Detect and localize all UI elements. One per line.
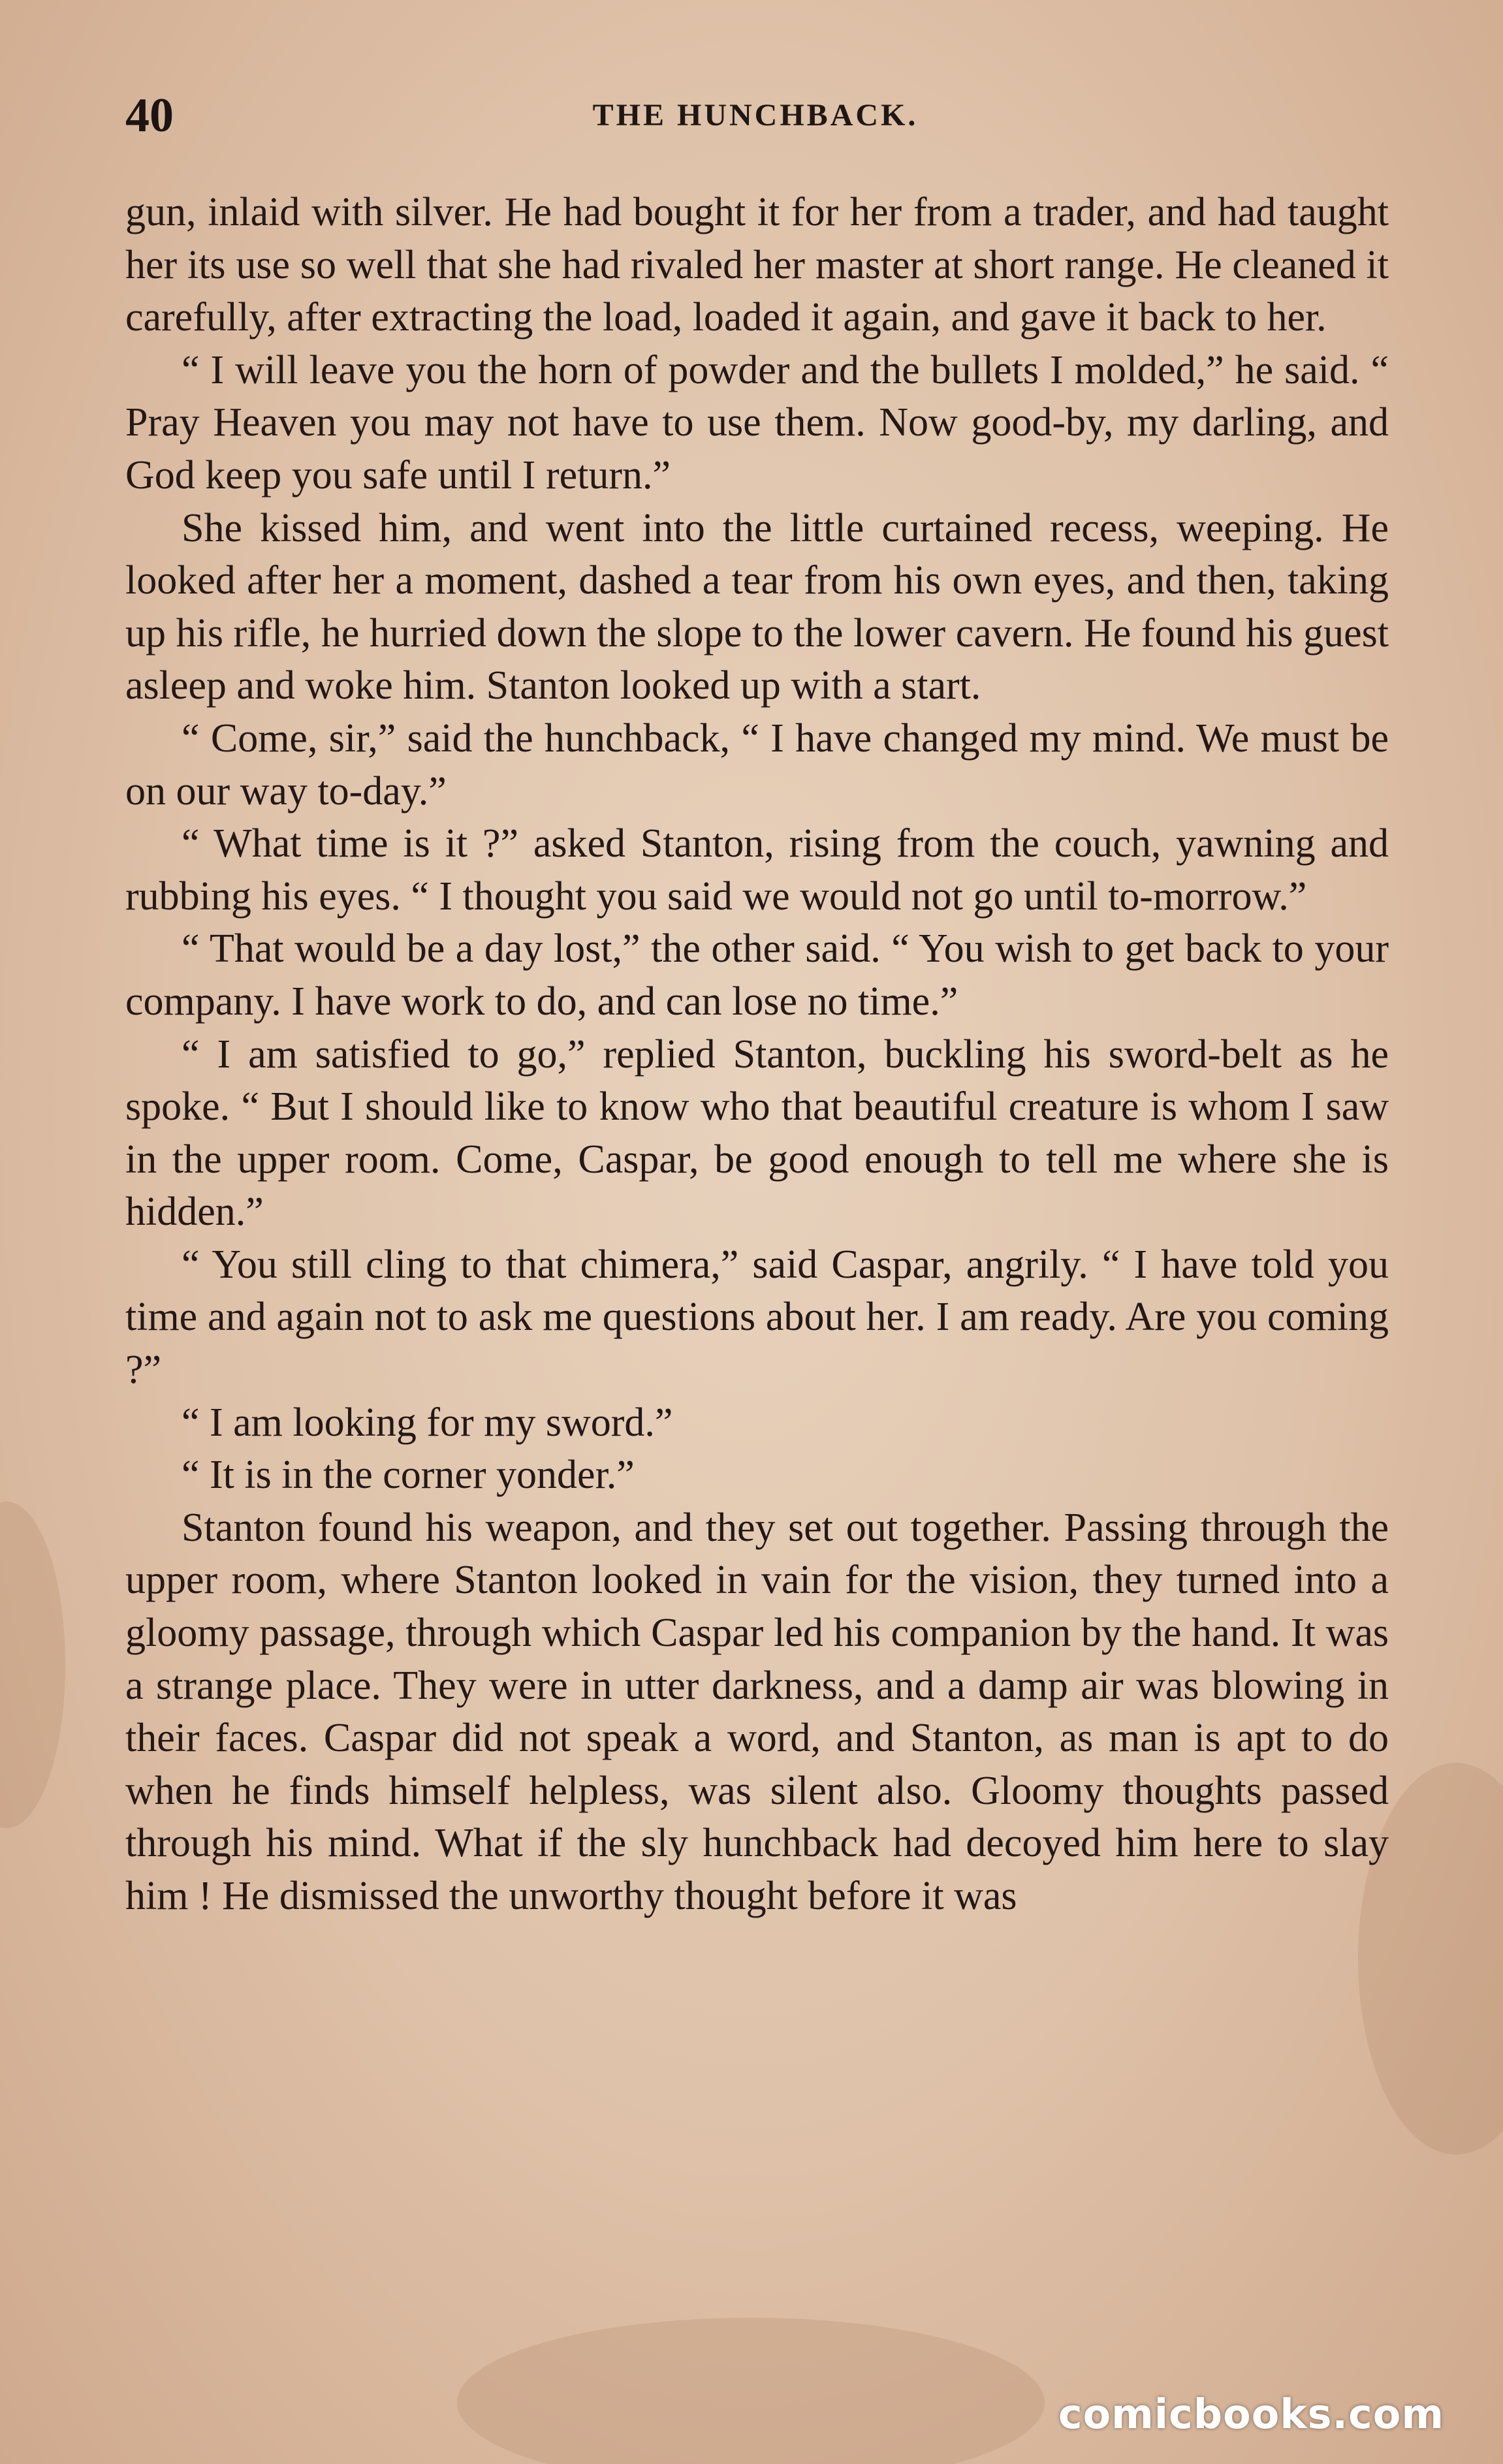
body-text: [125, 186, 1389, 1923]
paragraph: Stanton found his weapon, and they set out together. Passing through the upper room, where Stanton looked in vain for the vision, they turned into a gloomy passage, through which Caspar led his companion by the hand. It was a strange place. They were in utter darkness, and a damp air was blowing in their faces. Caspar did not speak a word, and Stanton, as man is apt to do when he finds himself helpless, was silent also. Gloomy thoughts passed through his mind. What if the sly hunchback had decoyed him here to slay him ! He dismissed the unworthy thought before it was: [125, 1505, 1389, 1918]
paragraph: gun, inlaid with silver. He had bought it for her from a trader, and had taught her its use so well that she had rivaled her master at short range. He cleaned it carefully, after extracting the load, loaded it again, and gave it back to her.: [125, 190, 1389, 340]
running-title: THE HUNCHBACK.: [592, 98, 919, 133]
paper-stain: [0, 1502, 65, 1828]
paragraph: “ I am looking for my sword.”: [182, 1400, 673, 1445]
paper-stain: [457, 2318, 1045, 2464]
paragraph: “ It is in the corner yonder.”: [182, 1453, 635, 1498]
paragraph: “ I am satisfied to go,” replied Stanton, buckling his sword-belt as he spoke. “ But I should like to know who that beautiful creature is whom I saw in the upper room. Come, Caspar, be good enough to tell me where she is hidden.”: [125, 1032, 1389, 1235]
paragraph: She kissed him, and went into the little curtained recess, weeping. He looked after her a moment, dashed a tear from his own eyes, and then, taking up his rifle, he hurried down the slope to the lower cavern. He found his guest asleep and woke him. Stanton looked up with a start.: [125, 505, 1389, 708]
paragraph: “ You still cling to that chimera,” said Caspar, angrily. “ I have told you time and again not to ask me questions about her. I am ready. Are you coming ?”: [125, 1242, 1389, 1393]
paragraph: “ What time is it ?” asked Stanton, rising from the couch, yawning and rubbing his eyes. “ I thought you said we would not go until to-morrow.”: [125, 821, 1389, 919]
page-number: 40: [125, 89, 174, 142]
page-header: [125, 88, 1385, 140]
paragraph: “ That would be a day lost,” the other said. “ You wish to get back to your company. I have work to do, and can lose no time.”: [125, 926, 1389, 1024]
paragraph: “ Come, sir,” said the hunchback, “ I have changed my mind. We must be on our way to-day.”: [125, 716, 1389, 813]
paragraph: “ I will leave you the horn of powder and the bullets I molded,” he said. “ Pray Heaven you may not have to use them. Now good-by, my darling, and God keep you safe until I return.”: [125, 347, 1389, 498]
watermark: comicbooks.com: [1058, 2390, 1444, 2438]
